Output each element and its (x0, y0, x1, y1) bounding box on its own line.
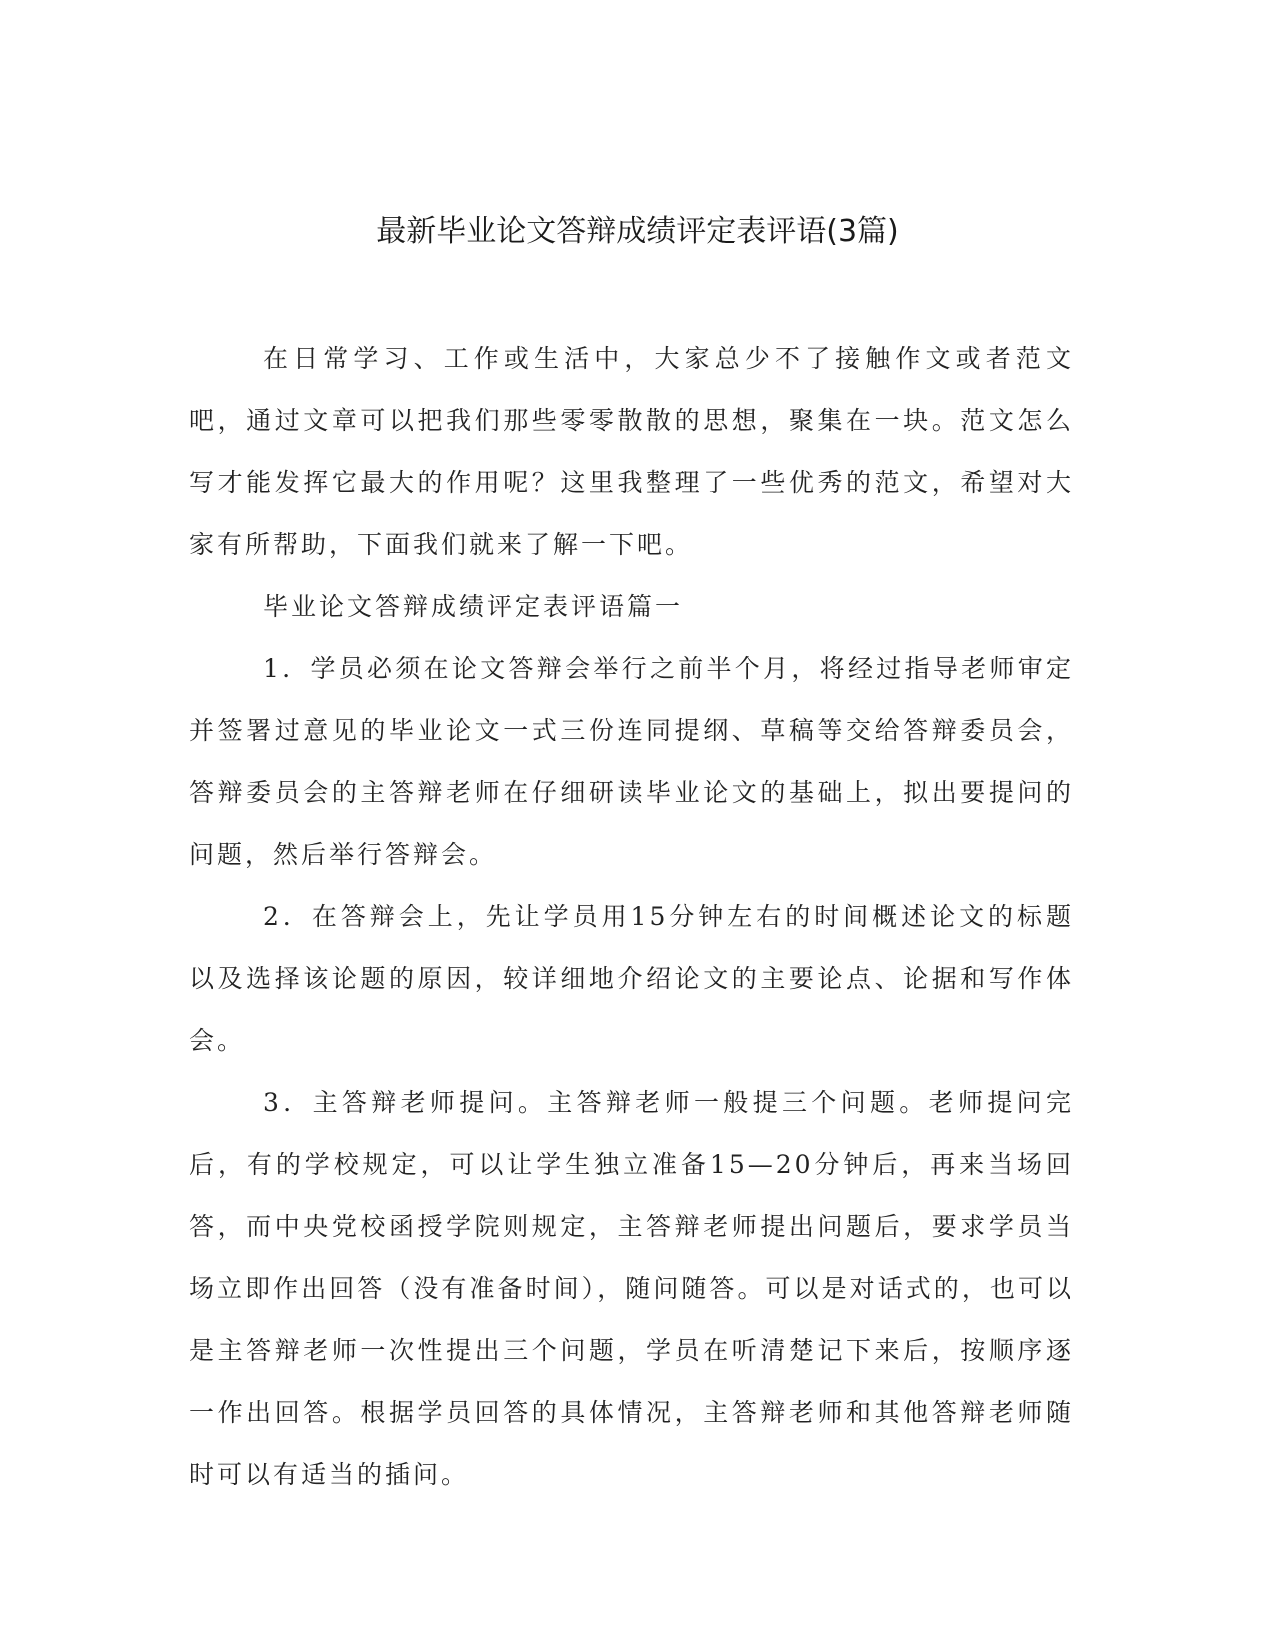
document-body (189, 328, 1074, 1506)
item-paragraph-1: 1．学员必须在论文答辩会举行之前半个月，将经过指导老师审定并签署过意见的毕业论文一式三份连同提纲、草稿等交给答辩委员会，答辩委员会的主答辩老师在仔细研读毕业论文的基础上，拟出要提问的问题，然后举行答辩会。 (189, 654, 1074, 869)
section-heading: 毕业论文答辩成绩评定表评语篇一 (263, 592, 684, 621)
document-title: 最新毕业论文答辩成绩评定表评语(3篇) (376, 214, 899, 249)
intro-paragraph: 在日常学习、工作或生活中，大家总少不了接触作文或者范文吧，通过文章可以把我们那些零零散散的思想，聚集在一块。范文怎么写才能发挥它最大的作用呢？这里我整理了一些优秀的范文，希望对大家有所帮助，下面我们就来了解一下吧。 (189, 344, 1074, 559)
item-paragraph-2: 2．在答辩会上，先让学员用15分钟左右的时间概述论文的标题以及选择该论题的原因，较详细地介绍论文的主要论点、论据和写作体会。 (189, 902, 1074, 1055)
item-paragraph-3: 3．主答辩老师提问。主答辩老师一般提三个问题。老师提问完后，有的学校规定，可以让学生独立准备15—20分钟后，再来当场回答，而中央党校函授学院则规定，主答辩老师提出问题后，要求学员当场立即作出回答（没有准备时间），随问随答。可以是对话式的，也可以是主答辩老师一次性提出三个问题，学员在听清楚记下来后，按顺序逐一作出回答。根据学员回答的具体情况，主答辩老师和其他答辩老师随时可以有适当的插问。 (189, 1088, 1074, 1489)
